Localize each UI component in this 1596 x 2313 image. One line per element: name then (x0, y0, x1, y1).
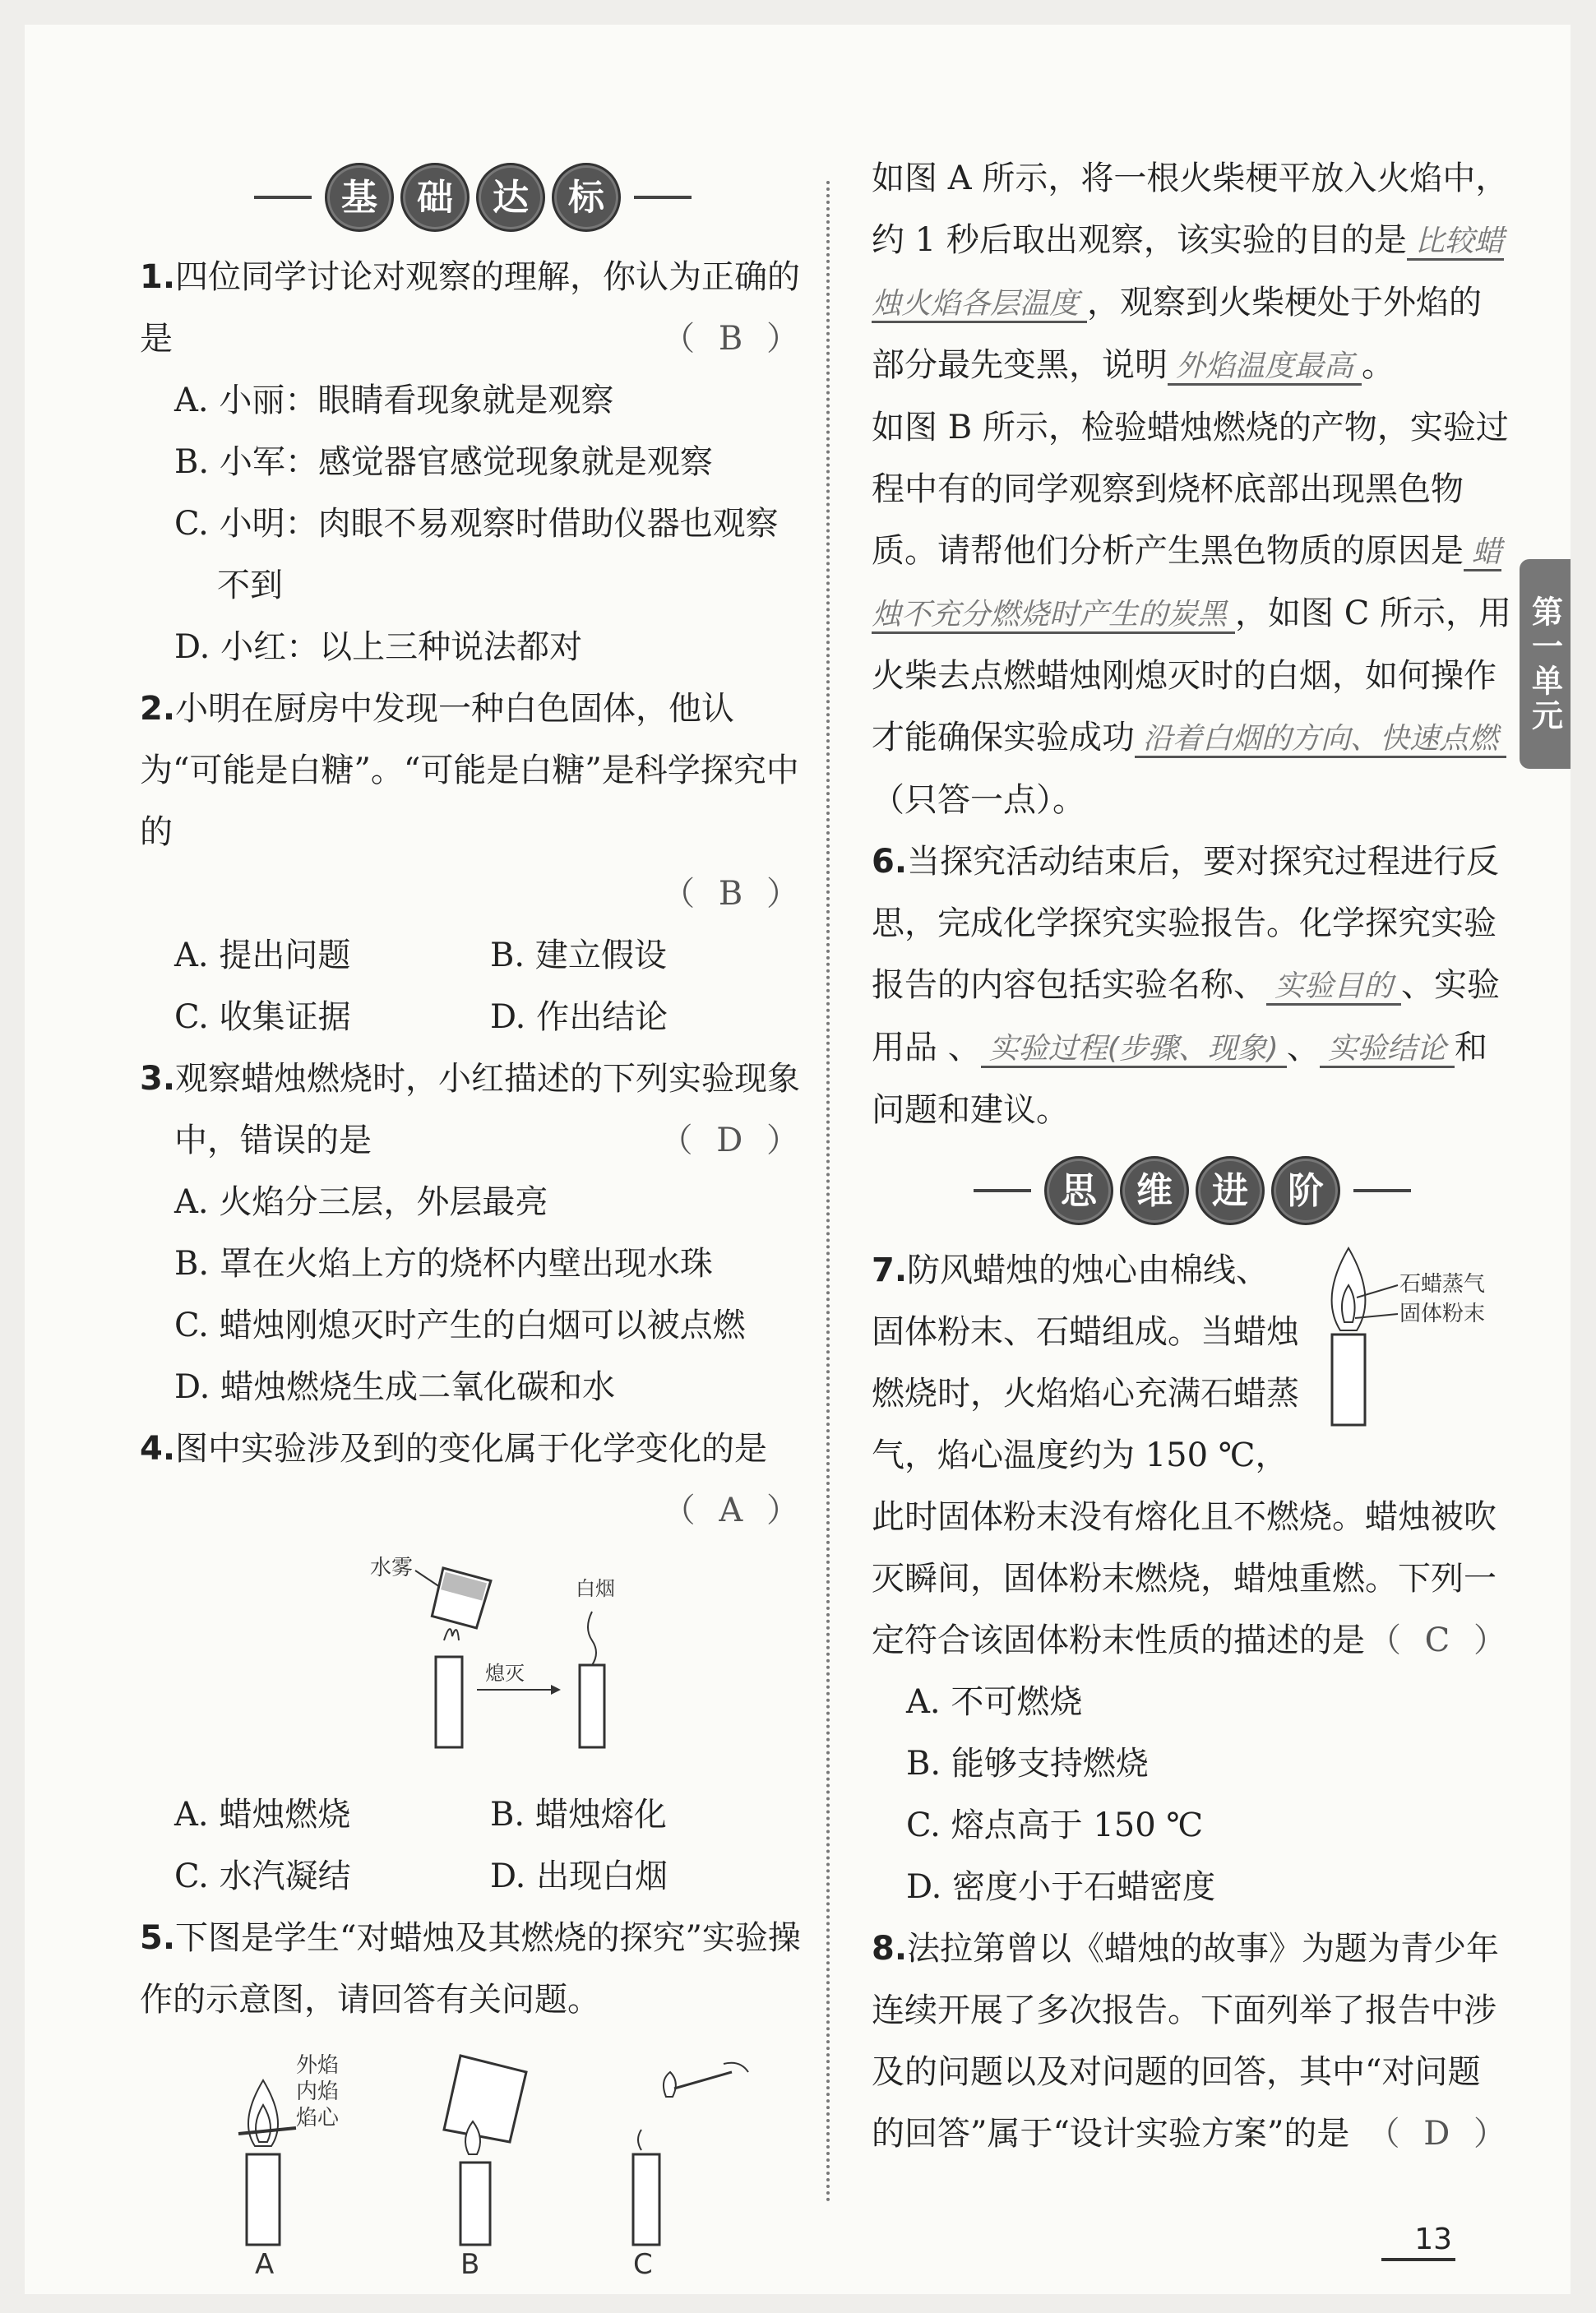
answer: （ A ） (662, 1492, 806, 1529)
section-header-basic (140, 148, 806, 247)
q5-paragraph-1 (872, 148, 1513, 397)
header-rule (1353, 1189, 1411, 1192)
options-row (140, 925, 806, 987)
answer: （ D ） (659, 1122, 806, 1159)
option-c: C. 熔点高于 150 ℃ (906, 1806, 1204, 1844)
option-a: A. 小丽：眼睛看现象就是观察 (174, 382, 614, 419)
answer: （ B ） (662, 320, 806, 358)
question-text: 和问题和建议。 (872, 1029, 1487, 1129)
question-5 (140, 1908, 806, 2298)
question-number: 2. (140, 690, 176, 728)
question-2 (140, 678, 806, 1048)
answer: （ D ） (1367, 2115, 1513, 2153)
label-b: B (460, 2248, 480, 2278)
question-number: 5. (140, 1919, 176, 1957)
question-text: 法拉第曾以《蜡烛的故事》为题为青少年连续开展了多次报告。下面列举了报告中涉及的问题以及对问题的回答，其中“对问题的回答”属于“设计实验方案”的是 (872, 1930, 1500, 2153)
q5-paragraph-2 (872, 397, 1513, 831)
option-d: D. 密度小于石蜡密度 (906, 1868, 1216, 1906)
answer-blank: 沿着白烟的方向、快速点燃 (1135, 722, 1506, 758)
header-char: 进 (1196, 1156, 1265, 1225)
question-8 (872, 1918, 1513, 2165)
question-number: 6. (872, 843, 908, 881)
label-a: A (255, 2248, 275, 2278)
answer-blank: 蜡烛不充分燃烧时产生的炭黑 (872, 535, 1501, 634)
header-char: 达 (476, 163, 545, 232)
label-c: C (633, 2248, 653, 2278)
option-a: A. 不可燃烧 (906, 1683, 1083, 1721)
header-char: 阶 (1271, 1156, 1340, 1225)
candle-figure-svg (140, 1550, 806, 1756)
question-number: 1. (140, 258, 176, 296)
question-text: 防风蜡烛的烛心由棉线、固体粉末、石蜡组成。当蜡烛燃烧时，火焰焰心充满石蜡蒸气，焰心温度约为 150 ℃，此时固体粉末没有熔化且不燃烧。蜡烛被吹灭瞬间，固体粉末燃烧，蜡烛重燃。下列一定符合该固体粉末性质的描述的是 (872, 1251, 1497, 1659)
page-number: 13 (1381, 2223, 1455, 2261)
option-c-cont: 不到 (217, 567, 283, 604)
options-row (140, 1846, 806, 1908)
option-d: D. 小红：以上三种说法都对 (174, 628, 583, 666)
label-paraffin-vapor: 石蜡蒸气 (1399, 1272, 1486, 1297)
label-inner-flame: 内焰 (296, 2079, 340, 2104)
answer-blank: 实验目的 (1266, 969, 1401, 1006)
q5-text: 。 (1362, 346, 1395, 384)
answer-blank: 实验过程(步骤、现象) (981, 1032, 1287, 1068)
option-b: B. 建立假设 (490, 937, 667, 974)
q5-text: ，观察到火柴梗处于外焰的部分最先变黑，说明 (872, 284, 1483, 384)
question-number: 4. (140, 1430, 176, 1468)
option-c: C. 蜡烛刚熄灭时产生的白烟可以被点燃 (174, 1307, 746, 1344)
question-text: 、实验用品 、 (872, 966, 1501, 1066)
answer-blank: 实验结论 (1320, 1032, 1455, 1068)
option-b: B. 能够支持燃烧 (906, 1745, 1149, 1783)
answer: （ C ） (1367, 1621, 1513, 1659)
option-b: B. 罩在火焰上方的烧杯内壁出现水珠 (174, 1245, 713, 1283)
label-flame-core: 焰心 (296, 2106, 340, 2130)
label-outer-flame: 外焰 (296, 2053, 340, 2078)
right-column (872, 148, 1513, 2165)
question-text: 下图是学生“对蜡烛及其燃烧的探究”实验操作的示意图，请回答有关问题。 (140, 1919, 801, 2019)
answer: （ B ） (662, 875, 806, 913)
options-row (140, 1784, 806, 1846)
abc-figure-svg (140, 2039, 806, 2278)
unit-side-tab: 第一单元 (1520, 559, 1571, 769)
section-header-advanced (872, 1141, 1513, 1240)
header-char: 维 (1120, 1156, 1189, 1225)
windproof-candle-figure (1307, 1240, 1513, 1429)
question-number: 7. (872, 1251, 908, 1289)
page (25, 25, 1571, 2294)
header-rule (974, 1189, 1031, 1192)
label-mist: 水雾 (370, 1556, 414, 1580)
options-row (140, 987, 806, 1048)
column-divider (826, 181, 830, 2204)
answer-blank: 比较蜡烛火焰各层温度 (872, 224, 1504, 323)
question-text: 、 (1286, 1029, 1320, 1066)
q5-text: 如图 B 所示，检验蜡烛燃烧的产物，实验过程中有的同学观察到烧杯底部出现黑色物质。请帮他们分析产生黑色物质的原因是 (872, 409, 1509, 570)
label-extinguish: 熄灭 (485, 1662, 525, 1685)
header-char: 基 (325, 163, 394, 232)
question-6 (872, 831, 1513, 1141)
q5-text: ，如图 C 所示，用火柴去点燃蜡烛刚熄灭时的白烟，如何操作才能确保实验成功 (872, 594, 1512, 756)
answer-blank: 外焰温度最高 (1168, 349, 1362, 386)
option-a: A. 火焰分三层，外层最亮 (174, 1183, 548, 1221)
q5-text: （只答一点）。 (872, 781, 1085, 819)
option-b: B. 蜡烛熔化 (490, 1796, 667, 1834)
question-3 (140, 1048, 806, 1418)
question-7 (872, 1240, 1513, 1918)
q5-text: 如图 A 所示，将一根火柴梗平放入火焰中，约 1 秒后取出观察，该实验的目的是 (872, 160, 1509, 259)
label-smoke: 白烟 (576, 1577, 615, 1600)
option-d: D. 出现白烟 (490, 1857, 668, 1895)
question-4 (140, 1418, 806, 1908)
question-1 (140, 247, 806, 678)
question-number: 8. (872, 1930, 908, 1968)
option-b: B. 小军：感觉器官感觉现象就是观察 (174, 443, 713, 481)
option-d: D. 蜡烛燃烧生成二氧化碳和水 (174, 1368, 616, 1406)
question-text: 小明在厨房中发现一种白色固体，他认为“可能是白糖”。“可能是白糖”是科学探究中的 (140, 690, 799, 851)
option-c: C. 收集证据 (174, 998, 351, 1036)
question-number: 3. (140, 1060, 176, 1098)
question-text: 四位同学讨论对观察的理解，你认为正确的是 (140, 258, 801, 358)
question-text: 当探究活动结束后，要对探究过程进行反思，完成化学探究实验报告。化学探究实验报告的内容包括实验名称、 (872, 843, 1500, 1004)
option-c: C. 水汽凝结 (174, 1857, 351, 1895)
question-text: 观察蜡烛燃烧时，小红描述的下列实验现象 (175, 1060, 801, 1098)
header-char: 标 (552, 163, 621, 232)
question-text: 图中实验涉及到的变化属于化学变化的是 (175, 1430, 768, 1468)
header-char: 思 (1044, 1156, 1113, 1225)
option-c: C. 小明：肉眼不易观察时借助仪器也观察 (174, 505, 779, 543)
left-column (140, 148, 806, 2306)
option-a: A. 提出问题 (174, 937, 351, 974)
figure-abc (140, 2039, 806, 2298)
figure-candle-experiment (140, 1550, 806, 1776)
label-solid-powder: 固体粉末 (1399, 1302, 1486, 1326)
option-a: A. 蜡烛燃烧 (174, 1796, 351, 1834)
header-rule (254, 196, 312, 199)
option-d: D. 作出结论 (490, 998, 668, 1036)
question-text-cont: 中，错误的是 (174, 1122, 372, 1159)
header-char: 础 (400, 163, 470, 232)
header-rule (634, 196, 692, 199)
